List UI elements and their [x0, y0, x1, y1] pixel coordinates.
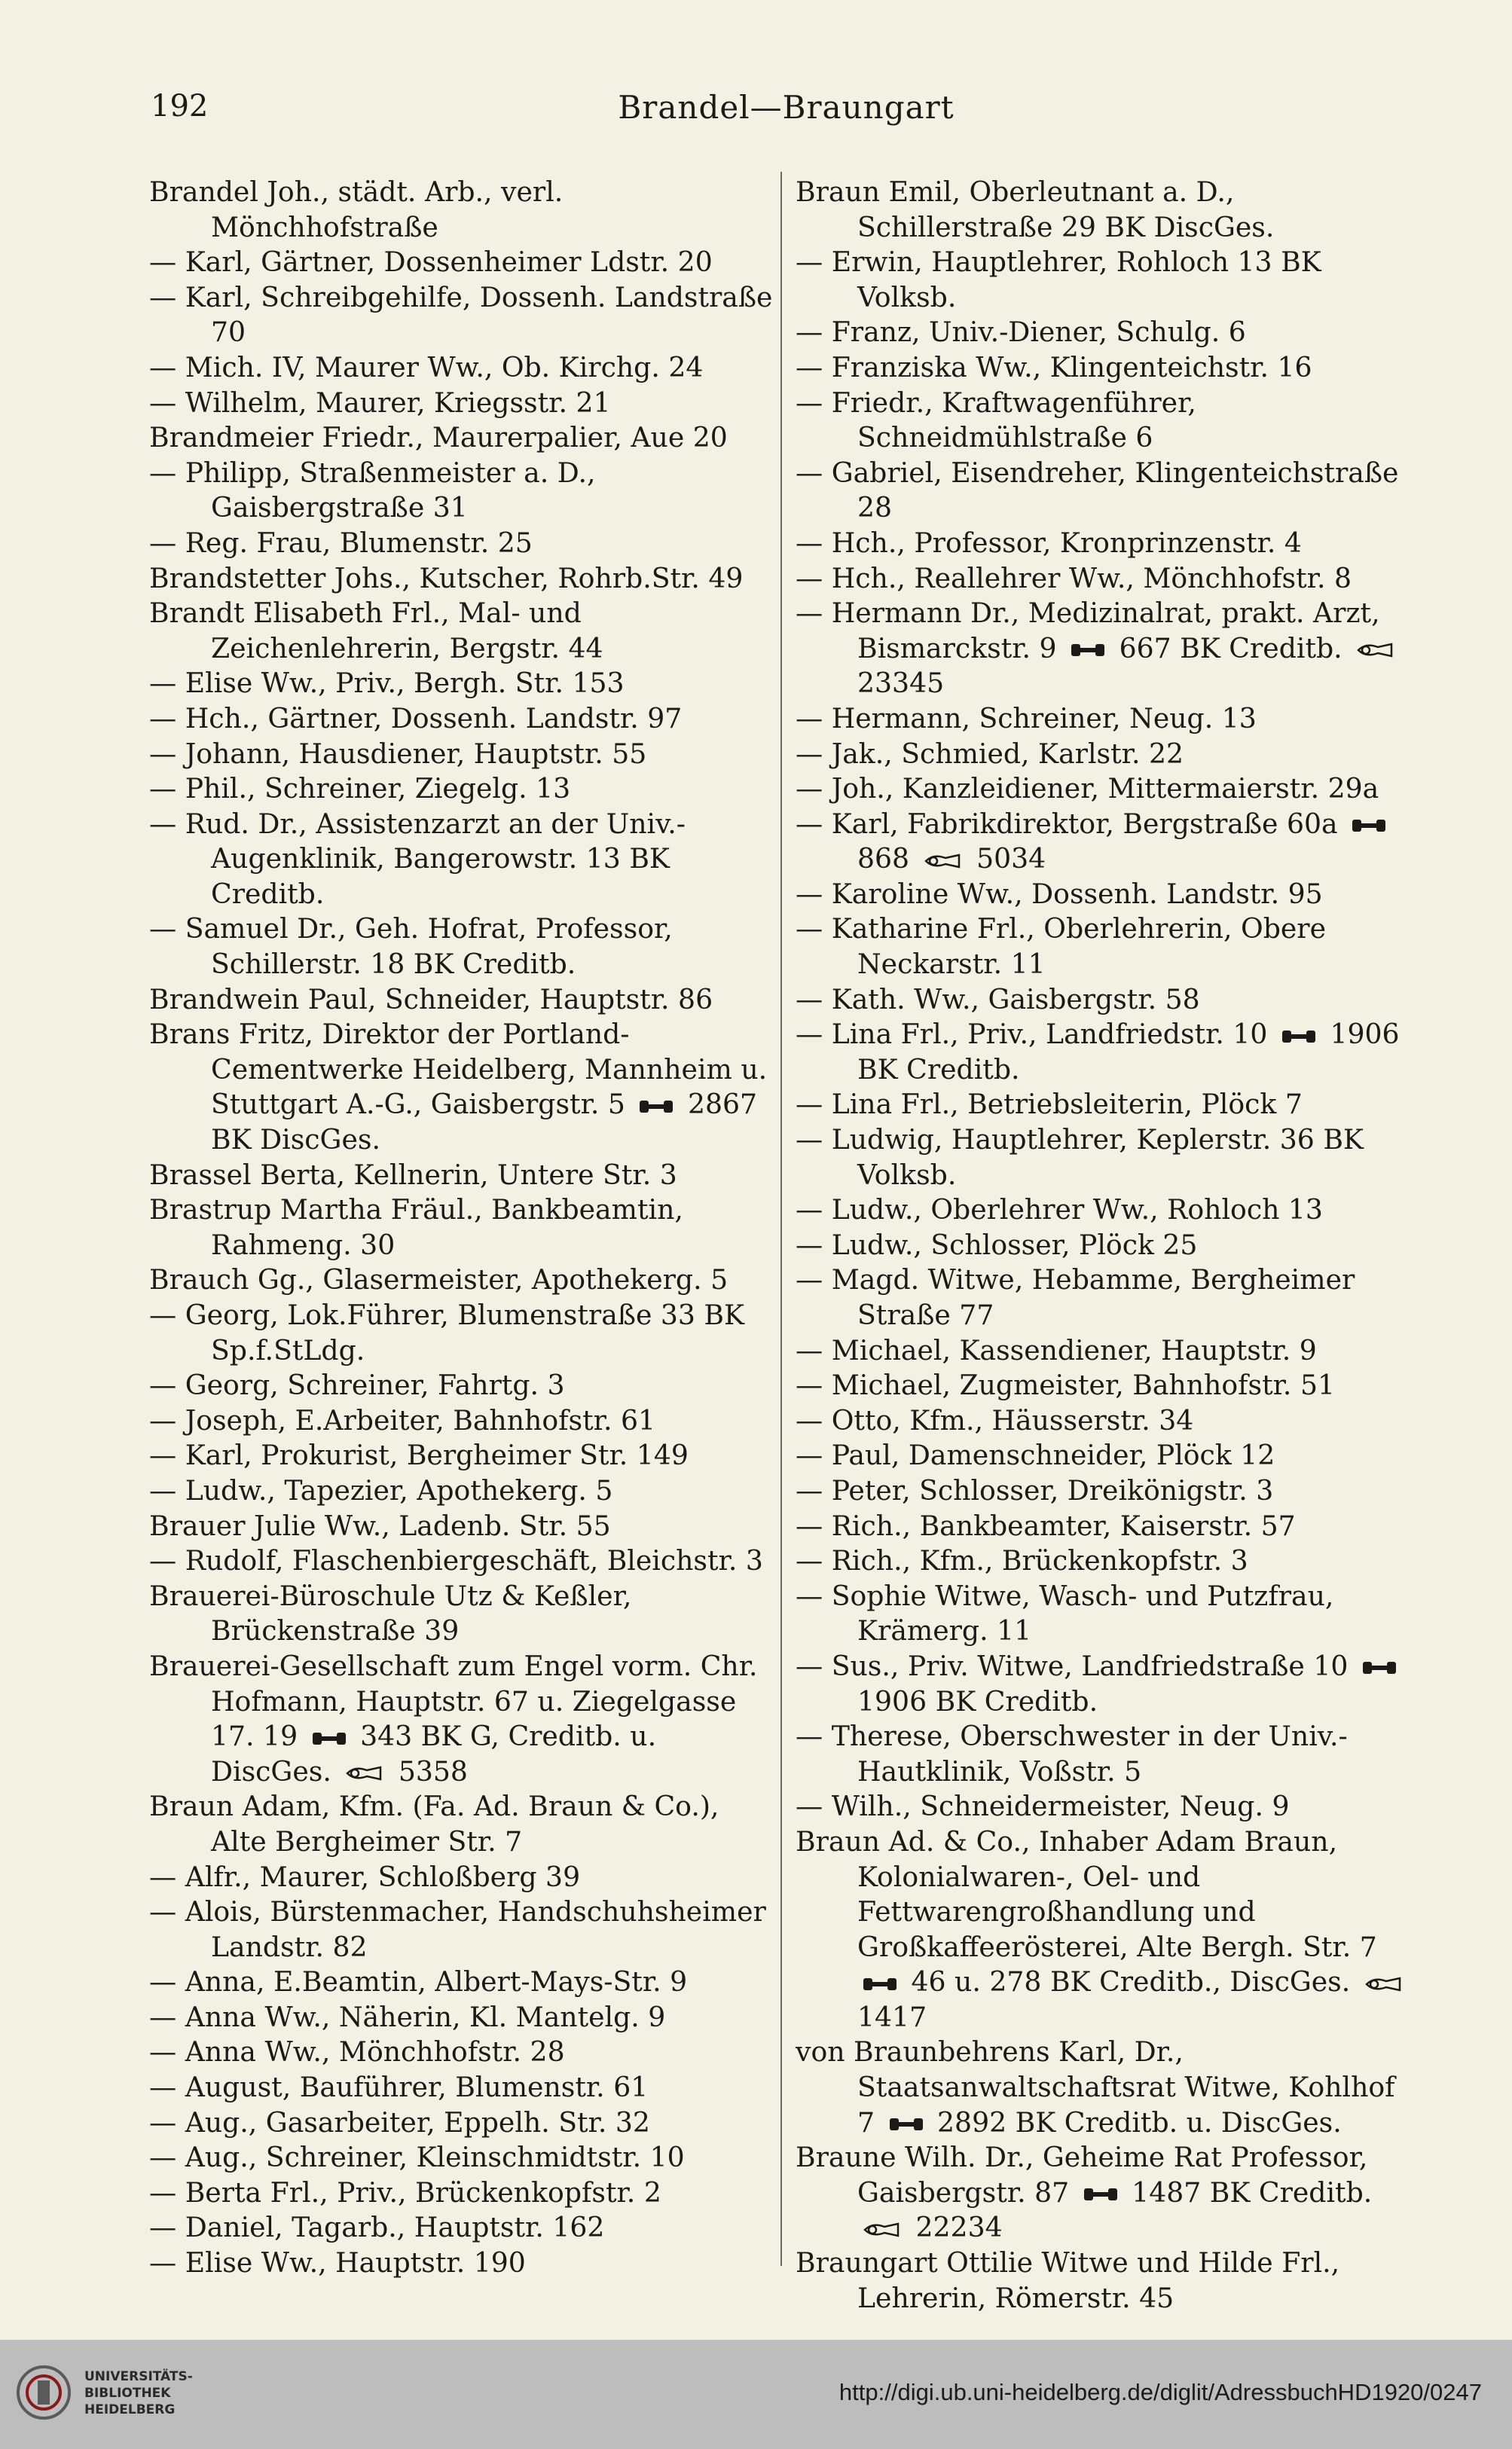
directory-entry: — Karoline Ww., Dossenh. Landstr. 95 [796, 877, 1323, 910]
directory-entry: — Rudolf, Flaschenbiergeschäft, Bleichstr. 3 [149, 1544, 763, 1577]
directory-entry: — Wilhelm, Maurer, Kriegsstr. 21 [149, 386, 611, 419]
post-horn-icon [923, 852, 964, 870]
directory-entry: — Hermann Dr., Medizinalrat, prakt. Arzt, Bismarckstr. 9 667 BK Creditb. 23345 [796, 596, 1421, 701]
post-horn-icon [1355, 641, 1396, 659]
telephone-handset-icon [862, 1976, 898, 1992]
directory-entry: — Rud. Dr., Assistenzarzt an der Univ.-Augenklinik, Bangerowstr. 13 BK Creditb. [149, 807, 686, 910]
directory-entry: — Ludw., Tapezier, Apothekerg. 5 [149, 1473, 613, 1507]
library-seal-icon [15, 2364, 72, 2421]
directory-entry: Braungart Ottilie Witwe und Hilde Frl., Lehrerin, Römerstr. 45 [796, 2246, 1340, 2314]
directory-entry: — Ludw., Oberlehrer Ww., Rohloch 13 [796, 1193, 1323, 1226]
running-head: Brandel—Braungart [618, 89, 955, 126]
right-column [796, 175, 1421, 2316]
directory-entry: — Phil., Schreiner, Ziegelg. 13 [149, 772, 571, 805]
directory-entry: — Hermann, Schreiner, Neug. 13 [796, 701, 1257, 734]
directory-entry: — Daniel, Tagarb., Hauptstr. 162 [149, 2211, 605, 2244]
directory-entry: — Therese, Oberschwester in der Univ.-Hautklinik, Voßstr. 5 [796, 1720, 1348, 1788]
directory-entry: Brandt Elisabeth Frl., Mal- und Zeichenlehrerin, Bergstr. 44 [149, 597, 603, 664]
directory-entry: — Karl, Gärtner, Dossenheimer Ldstr. 20 [149, 246, 713, 279]
page-header [151, 89, 1422, 134]
telephone-handset-icon [1351, 817, 1387, 834]
directory-entry: von Braunbehrens Karl, Dr., Staatsanwaltschaftsrat Witwe, Kohlhof 7 2892 BK Creditb. u. DiscGes. [796, 2035, 1395, 2139]
directory-entry: — Karl, Fabrikdirektor, Bergstraße 60a 868 5034 [796, 807, 1421, 877]
directory-entry: — Karl, Prokurist, Bergheimer Str. 149 [149, 1439, 689, 1472]
directory-entry: — Aug., Gasarbeiter, Eppelh. Str. 32 [149, 2105, 650, 2139]
directory-entry: — Georg, Lok.Führer, Blumenstraße 33 BK Sp.f.StLdg. [149, 1299, 745, 1366]
directory-entry: — Sus., Priv. Witwe, Landfriedstraße 10 1906 BK Creditb. [796, 1649, 1421, 1719]
directory-entry: — Alfr., Maurer, Schloßberg 39 [149, 1860, 581, 1893]
directory-entry: Brassel Berta, Kellnerin, Untere Str. 3 [149, 1158, 677, 1191]
post-horn-icon [862, 2221, 903, 2239]
directory-entry: — Anna Ww., Näherin, Kl. Mantelg. 9 [149, 2000, 666, 2033]
directory-entry: — Samuel Dr., Geh. Hofrat, Professor, Schillerstr. 18 BK Creditb. [149, 912, 673, 981]
page-number: 192 [151, 89, 209, 124]
directory-entry: — Hch., Professor, Kronprinzenstr. 4 [796, 526, 1302, 559]
directory-entry: — Ludwig, Hauptlehrer, Keplerstr. 36 BK Volksb. [796, 1123, 1364, 1191]
directory-entry: — Rich., Kfm., Brückenkopfstr. 3 [796, 1544, 1248, 1577]
directory-entry: Brans Fritz, Direktor der Portland-Cementwerke Heidelberg, Mannheim u. Stuttgart A.-G., Gaisbergstr. 5 2867 BK DiscGes. [149, 1018, 768, 1156]
directory-entry: — Jak., Schmied, Karlstr. 22 [796, 737, 1184, 770]
directory-entry: — Michael, Zugmeister, Bahnhofstr. 51 [796, 1369, 1335, 1402]
directory-entry: — Katharine Frl., Oberlehrerin, Obere Neckarstr. 11 [796, 912, 1327, 981]
directory-entry: — Franziska Ww., Klingenteichstr. 16 [796, 350, 1312, 383]
directory-entry: — Peter, Schlosser, Dreikönigstr. 3 [796, 1473, 1274, 1507]
directory-entry: — Sophie Witwe, Wasch- und Putzfrau, Krämerg. 11 [796, 1579, 1334, 1647]
directory-entry: Braun Adam, Kfm. (Fa. Ad. Braun & Co.), Alte Bergheimer Str. 7 [149, 1790, 719, 1858]
directory-entry: — Aug., Schreiner, Kleinschmidtstr. 10 [149, 2141, 685, 2174]
directory-entry: — Erwin, Hauptlehrer, Rohloch 13 BK Volksb. [796, 246, 1321, 313]
directory-entry: Braune Wilh. Dr., Geheime Rat Professor, Gaisbergstr. 87 1487 BK Creditb. 22234 [796, 2141, 1373, 2244]
directory-entry: — Gabriel, Eisendreher, Klingenteichstraße 28 [796, 456, 1399, 524]
directory-entry: — Ludw., Schlosser, Plöck 25 [796, 1228, 1198, 1261]
directory-entry: — Kath. Ww., Gaisbergstr. 58 [796, 982, 1200, 1015]
post-horn-icon [344, 1764, 385, 1782]
telephone-handset-icon [1070, 642, 1106, 658]
directory-entry: — August, Bauführer, Blumenstr. 61 [149, 2071, 649, 2104]
directory-entry: Brauer Julie Ww., Ladenb. Str. 55 [149, 1509, 611, 1542]
directory-entry: — Reg. Frau, Blumenstr. 25 [149, 526, 533, 559]
directory-entry: Brandel Joh., städt. Arb., verl. Mönchhofstraße [149, 176, 564, 243]
directory-entry: — Johann, Hausdiener, Hauptstr. 55 [149, 737, 647, 770]
directory-entry: Braun Emil, Oberleutnant a. D., Schillerstraße 29 BK DiscGes. [796, 176, 1275, 243]
directory-entry: — Anna, E.Beamtin, Albert-Mays-Str. 9 [149, 1965, 688, 1999]
telephone-handset-icon [311, 1730, 347, 1747]
directory-entry: — Georg, Schreiner, Fahrtg. 3 [149, 1369, 565, 1402]
directory-entry: Braun Ad. & Co., Inhaber Adam Braun, Kolonialwaren-, Oel- und Fettwarengroßhandlung und Großkaffeerösterei, Alte Bergh. Str. 7 46 u. 278 BK Creditb., DiscGes. 1417 [796, 1825, 1421, 2035]
directory-entry: — Berta Frl., Priv., Brückenkopfstr. 2 [149, 2176, 661, 2209]
directory-entry: — Joh., Kanzleidiener, Mittermaierstr. 29a [796, 772, 1379, 805]
directory-entry: — Hch., Gärtner, Dossenh. Landstr. 97 [149, 701, 683, 734]
directory-entry: — Lina Frl., Betriebsleiterin, Plöck 7 [796, 1088, 1303, 1121]
directory-entry: — Paul, Damenschneider, Plöck 12 [796, 1439, 1275, 1472]
source-url[interactable]: http://digi.ub.uni-heidelberg.de/diglit/AdressbuchHD1920/0247 [838, 2379, 1482, 2405]
directory-entry: — Karl, Schreibgehilfe, Dossenh. Landstraße 70 [149, 280, 773, 349]
telephone-handset-icon [638, 1098, 674, 1115]
directory-entry: — Elise Ww., Hauptstr. 190 [149, 2246, 526, 2280]
post-horn-icon [1364, 1975, 1404, 1993]
digitization-footer [0, 2340, 1512, 2449]
directory-entry: — Joseph, E.Arbeiter, Bahnhofstr. 61 [149, 1403, 655, 1437]
directory-entry: Brauerei-Büroschule Utz & Keßler, Brückenstraße 39 [149, 1579, 632, 1647]
directory-entry: — Otto, Kfm., Häusserstr. 34 [796, 1403, 1194, 1437]
directory-entry: — Philipp, Straßenmeister a. D., Gaisbergstraße 31 [149, 456, 596, 524]
directory-entry: — Hch., Reallehrer Ww., Mönchhofstr. 8 [796, 561, 1352, 594]
directory-entry: Brauch Gg., Glasermeister, Apothekerg. 5 [149, 1263, 729, 1296]
directory-entry: Brandmeier Friedr., Maurerpalier, Aue 20 [149, 421, 728, 454]
directory-entry: — Friedr., Kraftwagenführer, Schneidmühlstraße 6 [796, 386, 1196, 454]
directory-entry: Brastrup Martha Fräul., Bankbeamtin, Rahmeng. 30 [149, 1193, 683, 1261]
directory-entry: Brandstetter Johs., Kutscher, Rohrb.Str. 49 [149, 561, 744, 594]
telephone-handset-icon [1083, 2186, 1119, 2203]
telephone-handset-icon [888, 2116, 924, 2133]
library-logo [15, 2356, 211, 2432]
left-column [149, 175, 774, 2281]
column-divider [780, 172, 782, 2266]
directory-entry: — Michael, Kassendiener, Hauptstr. 9 [796, 1333, 1317, 1366]
directory-entry: — Alois, Bürstenmacher, Handschuhsheimer Landstr. 82 [149, 1895, 766, 1963]
directory-entry: — Anna Ww., Mönchhofstr. 28 [149, 2035, 565, 2069]
directory-entry: — Mich. IV, Maurer Ww., Ob. Kirchg. 24 [149, 350, 704, 383]
directory-entry: — Magd. Witwe, Hebamme, Bergheimer Straße 77 [796, 1263, 1355, 1331]
telephone-handset-icon [1281, 1028, 1317, 1045]
directory-entry: — Franz, Univ.-Diener, Schulg. 6 [796, 316, 1246, 349]
logo-text: UNIVERSITÄTS- BIBLIOTHEK HEIDELBERG [84, 2369, 193, 2417]
directory-entry: — Wilh., Schneidermeister, Neug. 9 [796, 1790, 1290, 1823]
directory-entry: — Lina Frl., Priv., Landfriedstr. 10 1906 BK Creditb. [796, 1018, 1400, 1086]
directory-entry: — Elise Ww., Priv., Bergh. Str. 153 [149, 667, 625, 700]
telephone-handset-icon [1361, 1660, 1397, 1676]
directory-entry: — Rich., Bankbeamter, Kaiserstr. 57 [796, 1509, 1296, 1542]
directory-entry: Brauerei-Gesellschaft zum Engel vorm. Chr. Hofmann, Hauptstr. 67 u. Ziegelgasse 17. 19 343 BK G, Creditb. u. DiscGes. 5358 [149, 1649, 758, 1788]
directory-entry: Brandwein Paul, Schneider, Hauptstr. 86 [149, 982, 713, 1015]
